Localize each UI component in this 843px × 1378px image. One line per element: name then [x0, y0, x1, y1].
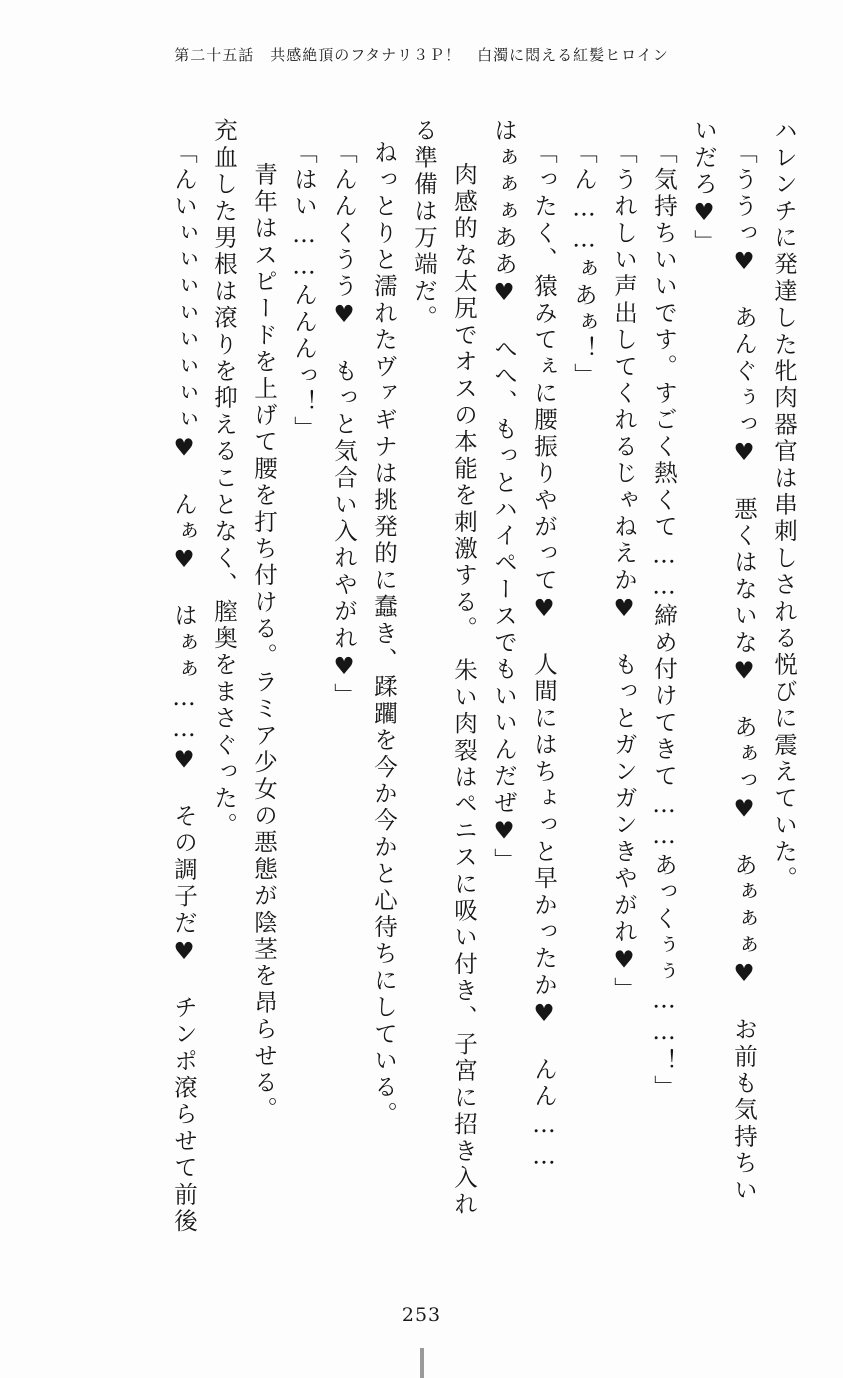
- text-column: 「うれしい声出してくれるじゃねえか♥ もっとガンガンきやがれ♥」: [610, 140, 638, 1004]
- text-column: ハレンチに発達した牝肉器官は串刺しされる悦びに震えていた。: [770, 118, 798, 893]
- text-column: 「ったく、猿みてぇに腰振りやがって♥ 人間にはちょっと早かったか♥ んん……: [530, 140, 558, 1173]
- text-column: 青年はスピードを上げて腰を打ち付ける。ラミア少女の悪態が陰茎を昂らせる。: [250, 162, 278, 1124]
- text-column: 充血した男根は滾りを抑えることなく、膣奥をまさぐった。: [210, 118, 238, 839]
- text-column: 肉感的な太尻でオスの本能を刺激する。 朱い肉裂はペニスに吸い付き、子宮に招き入れ: [450, 162, 478, 1219]
- text-column: ねっとりと濡れたヴァギナは挑発的に蠢き、蹂躙を今か今かと心待ちにしている。: [370, 140, 398, 1128]
- text-column: はぁぁぁああ♥ へへ、もっとハイペースでもいいんだぜ♥」: [490, 118, 518, 875]
- text-column: る準備は万端だ。: [410, 118, 438, 332]
- vertical-text-body: [48, 118, 798, 1268]
- running-header: 第二十五話 共感絶頂のフタナリ３Ｐ！ 白濁に悶える紅髪ヒロイン: [174, 46, 669, 64]
- text-column: 「気持ちいいです。すごく熱くて……締め付けてきて……あっくぅぅ……！」: [650, 140, 678, 1102]
- text-column: 「はい……んんんっ！」: [290, 140, 318, 443]
- text-column: 「ん……ぁあぁ！」: [570, 140, 598, 390]
- spine-mark: [420, 1348, 424, 1378]
- text-column: 「んいぃぃぃぃぃぃぃぃ♥ んぁ♥ はぁぁ……♥ その調子だ♥ チンポ滾らせて前後: [170, 140, 198, 1235]
- text-column: 「んんくうう♥ もっと気合い入れやがれ♥」: [330, 140, 358, 710]
- page-number: 253: [401, 1304, 442, 1326]
- text-column: 「ううっ♥ あんぐぅっ♥ 悪くはないな♥ あぁっ♥ あぁぁぁ♥ お前も気持ちい: [730, 140, 758, 1204]
- text-column: いだろ♥」: [690, 118, 718, 256]
